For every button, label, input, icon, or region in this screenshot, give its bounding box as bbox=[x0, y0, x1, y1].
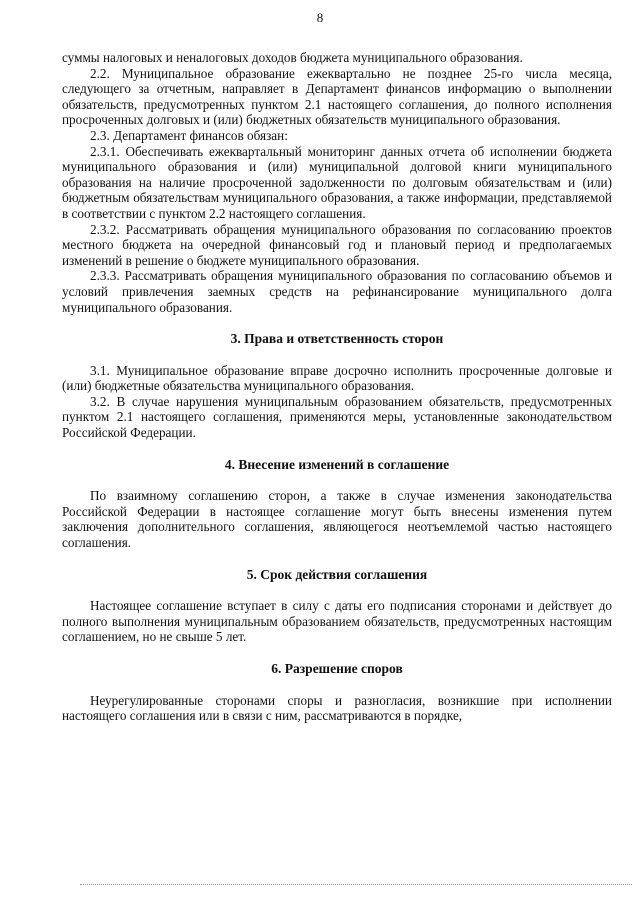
paragraph: По взаимному соглашению сторон, а также в случае изменения законодательства Российской Федерации в настоящее соглашение могут быть внесены изменения путем заключения дополнительного соглашения, являющегося неотъемлемой частью настоящего соглашения. bbox=[62, 488, 612, 551]
page-number: 8 bbox=[316, 10, 324, 25]
paragraph: суммы налоговых и неналоговых доходов бюджета муниципального образования. bbox=[62, 50, 523, 65]
paragraph: 3.1. Муниципальное образование вправе досрочно исполнить просроченные долговые и (или) бюджетные обязательства муниципального образования. bbox=[62, 362, 612, 394]
bottom-divider bbox=[80, 884, 632, 885]
section-heading: 3. Права и ответственность сторон bbox=[230, 331, 444, 347]
paragraph: 3.2. В случае нарушения муниципальным образованием обязательств, предусмотренных пунктом 2.1 настоящего соглашения, применяются меры, установленные законодательством Российской Федерации. bbox=[62, 393, 612, 441]
paragraph: 2.3.3. Рассматривать обращения муниципального образования по согласованию объемов и условий привлечения заемных средств на рефинансирование муниципального долга муниципального образования. bbox=[62, 268, 612, 315]
paragraph: 2.2. Муниципальное образование ежеквартально не позднее 25-го числа месяца, следующего за отчетным, направляет в Департамент финансов информацию о выполнении обязательств, предусмотренных пунктом 2.1 настоящего соглашения, до полного исполнения просроченных долговых и (или) бюджетных обязательств муниципального образования. bbox=[62, 65, 612, 128]
paragraph: 2.3.1. Обеспечивать ежеквартальный мониторинг данных отчета об исполнении бюджета муниципального образования и (или) муниципальной долговой книги муниципального образования на наличие просроченной задолженности по долговым обязательствам и (или) бюджетным обязательствам муниципального образования, а также информации, представляемой в соответствии с пунктом 2.2 настоящего соглашения. bbox=[62, 143, 612, 221]
paragraph: Настоящее соглашение вступает в силу с даты его подписания сторонами и действует до полного выполнения муниципальным образованием обязательств, предусмотренных настоящим соглашением, но не свыше 5 лет. bbox=[62, 598, 612, 645]
document-body bbox=[62, 50, 612, 724]
section-heading: 6. Разрешение споров bbox=[271, 661, 403, 676]
paragraph: 2.3.2. Рассматривать обращения муниципального образования по согласованию проектов местного бюджета на очередной финансовый год и плановый период и предполагаемых изменений в решение о бюджете муниципального образования. bbox=[62, 221, 612, 268]
paragraph: Неурегулированные сторонами споры и разногласия, возникшие при исполнении настоящего соглашения или в связи с ним, рассматриваются в порядке, bbox=[62, 692, 612, 724]
paragraph: 2.3. Департамент финансов обязан: bbox=[90, 127, 288, 143]
section-heading: 4. Внесение изменений в соглашение bbox=[224, 456, 450, 472]
section-heading: 5. Срок действия соглашения bbox=[246, 566, 428, 582]
